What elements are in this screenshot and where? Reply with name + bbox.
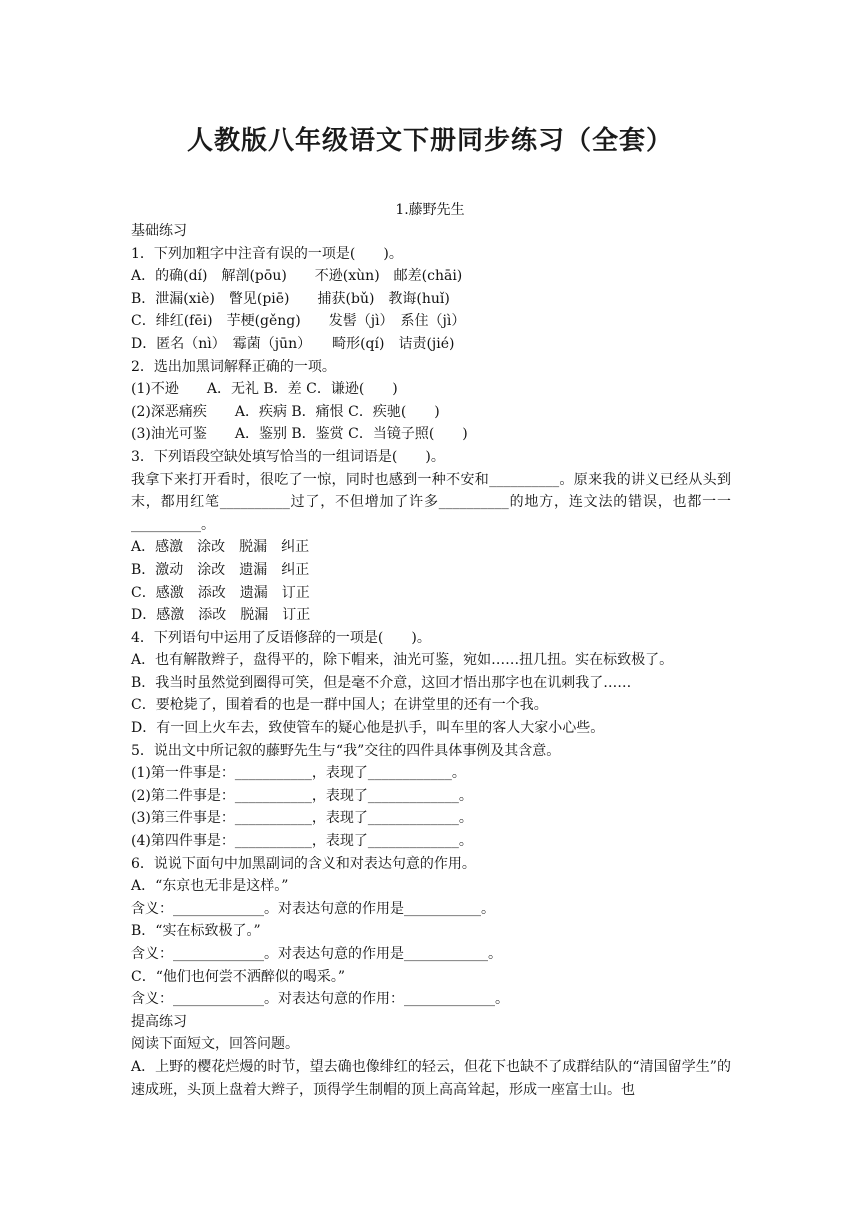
option-line: C．要枪毙了，围着看的也是一群中国人；在讲堂里的还有一个我。 <box>131 697 548 714</box>
answer-line: (2)第二件事是：___________，表现了_____________。 <box>131 787 473 804</box>
question-1: 1．下列加粗字中注音有误的一项是( )。 <box>131 245 403 262</box>
quote-line: C．“他们也何尝不洒醉似的喝采。” <box>131 968 346 985</box>
instruction-line: 阅读下面短文，回答问题。 <box>131 1036 299 1053</box>
option-line: B．我当时虽然觉到圈得可笑，但是毫不介意，这回才悟出那字也在讥刺我了…… <box>131 674 632 691</box>
question-5: 5．说出文中所记叙的藤野先生与“我”交往的四件具体事例及其含意。 <box>131 742 561 759</box>
option-line: B．泄漏(xiè) 瞥见(piē) 捕获(bǔ) 教诲(huǐ) <box>131 290 450 307</box>
question-3: 3．下列语段空缺处填写恰当的一组词语是( )。 <box>131 448 445 465</box>
section-heading: 基础练习 <box>131 223 187 239</box>
answer-line: 含义：_____________。对表达句意的作用是___________。 <box>131 900 495 917</box>
answer-line: 含义：_____________。对表达句意的作用是____________。 <box>131 946 502 962</box>
lesson-heading: 1.藤野先生 <box>395 202 465 218</box>
option-line: C．感激 添改 遗漏 订正 <box>131 584 310 601</box>
answer-line: 含义：_____________。对表达句意的作用：_____________。 <box>131 991 509 1008</box>
sub-question: (1)不逊 A．无礼 B．差 C．谦逊( ) <box>131 381 398 398</box>
option-line: C．绯红(fēi) 芋梗(gěng) 发髻（jì） 系住（jì） <box>131 313 466 330</box>
question-6: 6．说说下面句中加黑副词的含义和对表达句意的作用。 <box>131 855 476 872</box>
answer-line: (4)第四件事是：___________，表现了_____________。 <box>131 833 473 850</box>
answer-line: (1)第一件事是：___________，表现了____________。 <box>131 765 466 782</box>
fill-in-passage: 我拿下来打开看时，很吃了一惊，同时也感到一种不安和__________。原来我的讲义已经从头到末，都用红笔__________过了，不但增加了许多__________的地方，连文法的错误，也都一一__________。 <box>131 471 731 533</box>
question-4: 4．下列语句中运用了反语修辞的一项是( )。 <box>131 629 431 646</box>
option-line: D．感激 添改 脱漏 订正 <box>131 607 311 624</box>
sub-question: (2)深恶痛疾 A．疾病 B．痛恨 C．疾驰( ) <box>131 403 440 420</box>
option-line: B．激动 涂改 遗漏 纠正 <box>131 561 310 578</box>
section-heading: 提高练习 <box>131 1013 187 1030</box>
option-line: A．的确(dí) 解剖(pōu) 不逊(xùn) 邮差(chāi) <box>131 268 463 285</box>
answer-line: (3)第三件事是：___________，表现了_____________。 <box>131 810 473 827</box>
option-line: D．有一回上火车去，致使管车的疑心他是扒手，叫车里的客人大家小心些。 <box>131 720 605 737</box>
question-2: 2．选出加黑词解释正确的一项。 <box>131 358 336 375</box>
reading-passage: A．上野的樱花烂熳的时节，望去确也像绯红的轻云，但花下也缺不了成群结队的“清国留学生”的速成班，头顶上盘着大辫子，顶得学生制帽的顶上高高耸起，形成一座富士山。也 <box>131 1058 731 1098</box>
exercise-content <box>131 220 731 1101</box>
quote-line: B．“实在标致极了。” <box>131 923 261 940</box>
sub-question: (3)油光可鉴 A．鉴别 B．鉴赏 C．当镜子照( ) <box>131 426 468 443</box>
option-line: A．感激 涂改 脱漏 纠正 <box>131 539 310 556</box>
document-title: 人教版八年级语文下册同步练习（全套） <box>186 126 673 156</box>
option-line: A．也有解散辫子，盘得平的，除下帽来，油光可鉴，宛如……扭几扭。实在标致极了。 <box>131 652 674 669</box>
quote-line: A．“东京也无非是这样。” <box>131 878 289 895</box>
option-line: D．匿名（nì） 霉菌（jūn） 畸形(qí) 诘责(jié) <box>131 335 455 352</box>
